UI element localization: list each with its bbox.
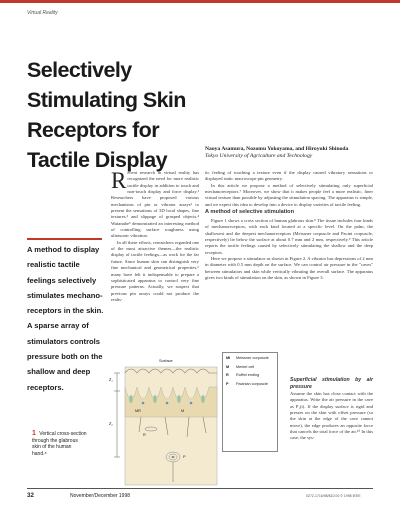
receptor-label-m: M	[181, 409, 185, 413]
subsection-heading: Superficial stimulation by air pressure	[290, 377, 373, 390]
paragraph: In this article we propose a method of selectively stimulating only superficial mechanoreceptors.⁷ Moreover, we show that it makes people feel a more realistic, finer virtual texture than possible by adjusting the stimulation spacing. The apparatus is simple, and we expect this idea to develop into a device to display varieties of tactile feeling.	[205, 182, 373, 207]
axis-z1-label: Z₁	[109, 377, 113, 382]
body-column-1	[111, 170, 199, 303]
receptor-label-mr: MR	[135, 409, 141, 413]
body-column-2	[205, 170, 373, 282]
author-block	[205, 146, 385, 160]
drop-cap: R	[111, 168, 127, 193]
figure-caption	[32, 431, 87, 457]
figure-number: 1	[32, 430, 36, 437]
legend-item	[226, 365, 274, 370]
legend-key: MI	[226, 356, 231, 360]
title-line: Selectively	[27, 58, 132, 82]
paragraph: ecent research in virtual reality has recognized the need for more realistic tactile display in addition to touch and non-touch display and force display.¹ Researchers have proposed various mechanisms of pin or vibrator arrays² to present the sensations of 3D local shapes, fine textures,³ and slippage of grasped objects.⁴ Watanabe⁵ demonstrated an interesting method of controlling surface roughness using ultrasonic vibration.	[111, 170, 199, 239]
pull-quote-rule	[27, 238, 102, 240]
article-title	[27, 55, 227, 175]
paragraph: Assume the skin has close contact with the apparatus. Write the air pressure in the cave as P₁(t). If the display surface is rigid and presses on the skin with offset pressure (so the skin at the edge of the cave cannot move), the edge produces an opposite force that cancels the total force of the air.¹⁰ In this case, the sys-	[290, 391, 373, 441]
title-line: Tactile Display	[27, 148, 167, 172]
paragraph: Here we propose a stimulator as shown in Figure 2. A vibrator has depressions of 2 mm in diameter with 0.5 mm depth on the surface. We can control air pressure in the "caves" between stimulators and skin while vertically vibrating the overall surface. The apparatus gives two kinds of stimulation on the skin, as shown in Figure 3.	[205, 256, 373, 281]
legend-text: Pacinian corpuscle	[236, 381, 268, 386]
section-heading: A method of selective stimulation	[205, 209, 294, 216]
axis-z2-label: Z₂	[109, 421, 113, 426]
legend-text: Ruffini ending	[236, 373, 260, 378]
issue-date: November/December 1998	[70, 493, 131, 499]
author-names: Naoya Asamura, Nozomu Yokoyama, and Hiroyuki Shinoda	[205, 146, 349, 152]
pull-quote: A method to display realistic tactile feelings selectively stimulates mechano-receptors in the skin. A sparse array of stimulators controls pressure both on the shallow and deep receptors.	[27, 245, 104, 392]
footer-rule	[27, 488, 373, 489]
legend-text: Merkel cell	[236, 364, 255, 369]
author-affiliation: Tokyo University of Agriculture and Technology	[205, 153, 313, 159]
figure-caption-text: Vertical cross-section through the glabrous skin of the human hand.⁸	[32, 431, 87, 457]
legend-item	[226, 373, 274, 378]
legend-item	[226, 356, 274, 361]
paragraph: Figure 1 shows a cross section of human glabrous skin.⁸ The tissue includes four kinds of mechanoreceptors, with each kind located at a specific level. On the palm, the shallowest and the deepest mechanoreceptors (Meissner corpuscle and Pacini corpuscle, respectively) lie below the surface at about 0.7 mm and 2 mm, respectively.⁹ This article reports the tactile feelings caused by selectively stimulating the shallow and the deep receptors.	[205, 218, 373, 255]
section-label: Virtual Reality	[27, 10, 58, 16]
receptor-label-r: R	[143, 433, 146, 437]
copyright-code: 0272-1716/98/$10.00 © 1998 IEEE	[306, 494, 361, 498]
title-line: Stimulating Skin	[27, 88, 186, 112]
surface-label: Surface	[159, 358, 173, 363]
legend-key: R	[226, 373, 229, 378]
receptor-label-p: P	[183, 455, 186, 459]
page-number: 32	[27, 492, 34, 499]
title-line: Receptors for	[27, 118, 159, 142]
skin-diagram	[111, 357, 219, 487]
legend-key: M	[226, 364, 230, 369]
legend-key: P	[226, 381, 229, 386]
header-accent-rule	[0, 0, 400, 3]
skin-cross-section-figure	[111, 357, 201, 492]
paragraph: tic feeling of touching a texture even if the display caused vibratory sensations or displayed static macroscope pin geometry.	[205, 170, 373, 182]
body-column-2-lower	[290, 375, 373, 442]
figure-legend	[222, 352, 278, 452]
legend-item	[226, 382, 274, 387]
legend-text: Meissner corpuscle	[236, 356, 269, 360]
paragraph: In all these efforts, researchers regarded one of the most attractive themes—the realistic display of tactile feelings—as work for the far future. Since human skin can distinguish very fine mechanical and geometrical properties,⁶ many have felt it indispensable to prepare a sophisticated apparatus to control very fine pressure patterns. Actually, we suspect that previous pin arrays could not produce the realis-	[111, 239, 199, 302]
